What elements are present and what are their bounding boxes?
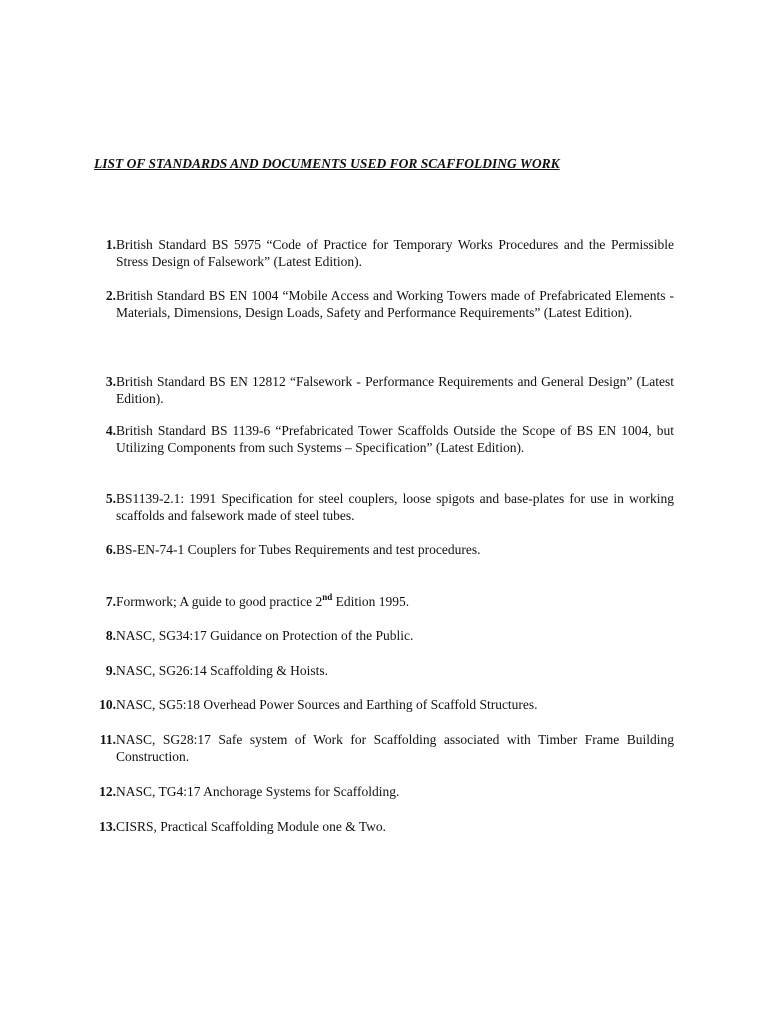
list-item-number: 4. — [105, 423, 116, 438]
list-item-number: 8. — [105, 628, 116, 643]
list-item-number: 10. — [99, 697, 116, 712]
list-item — [90, 287, 674, 321]
list-item — [90, 490, 674, 524]
document-title: LIST OF STANDARDS AND DOCUMENTS USED FOR SCAFFOLDING WORK — [94, 156, 560, 171]
list-item-text: British Standard BS 5975 “Code of Practice for Temporary Works Procedures and the Permissible Stress Design of Falsework” (Latest Edition). — [116, 237, 674, 269]
list-item-text-part: Edition 1995. — [332, 594, 410, 609]
list-item-text — [116, 593, 674, 610]
list-item-text: British Standard BS EN 12812 “Falsework - Performance Requirements and General Design” (Latest Edition). — [116, 374, 674, 406]
list-item-number: 13. — [99, 819, 116, 834]
list-item-number: 3. — [105, 374, 116, 389]
list-item-text: NASC, SG5:18 Overhead Power Sources and Earthing of Scaffold Structures. — [116, 697, 538, 712]
list-item-text: NASC, SG26:14 Scaffolding & Hoists. — [116, 663, 329, 678]
list-item — [90, 236, 674, 270]
list-item-number: 9. — [105, 663, 116, 678]
list-item — [90, 373, 674, 407]
list-item-number: 7. — [105, 594, 116, 609]
list-item-text: CISRS, Practical Scaffolding Module one & Two. — [116, 819, 387, 834]
list-item-number: 6. — [105, 542, 116, 557]
list-item — [90, 541, 674, 558]
list-item-text: NASC, TG4:17 Anchorage Systems for Scaffolding. — [116, 784, 400, 799]
list-item-text: NASC, SG34:17 Guidance on Protection of the Public. — [116, 628, 414, 643]
list-item-text: British Standard BS 1139-6 “Prefabricated Tower Scaffolds Outside the Scope of BS EN 1004, but Utilizing Components from such Systems – Specification” (Latest Edition). — [116, 423, 674, 455]
list-item — [90, 818, 674, 835]
list-item — [90, 783, 674, 800]
list-item — [90, 696, 674, 713]
list-item — [90, 593, 674, 610]
ordinal-superscript: nd — [322, 592, 333, 602]
list-item-text-part: Formwork; A guide to good practice 2 — [116, 594, 323, 609]
list-item-text: BS-EN-74-1 Couplers for Tubes Requirements and test procedures. — [116, 542, 481, 557]
list-item-number: 12. — [99, 784, 116, 799]
list-item — [90, 422, 674, 456]
list-item — [90, 662, 674, 679]
list-item-number: 11. — [99, 732, 116, 747]
list-item — [90, 731, 674, 765]
list-item-text: British Standard BS EN 1004 “Mobile Access and Working Towers made of Prefabricated Elements - Materials, Dimensions, Design Loads, Safety and Performance Requirements” (Latest Edition). — [116, 288, 674, 320]
list-item-number: 1. — [105, 237, 116, 252]
list-item — [90, 627, 674, 644]
list-item-text: NASC, SG28:17 Safe system of Work for Scaffolding associated with Timber Frame Building Construction. — [116, 732, 674, 764]
list-item-text: BS1139-2.1: 1991 Specification for steel couplers, loose spigots and base-plates for use in working scaffolds and falsework made of steel tubes. — [116, 491, 674, 523]
list-item-number: 2. — [105, 288, 116, 303]
list-item-number: 5. — [105, 491, 116, 506]
